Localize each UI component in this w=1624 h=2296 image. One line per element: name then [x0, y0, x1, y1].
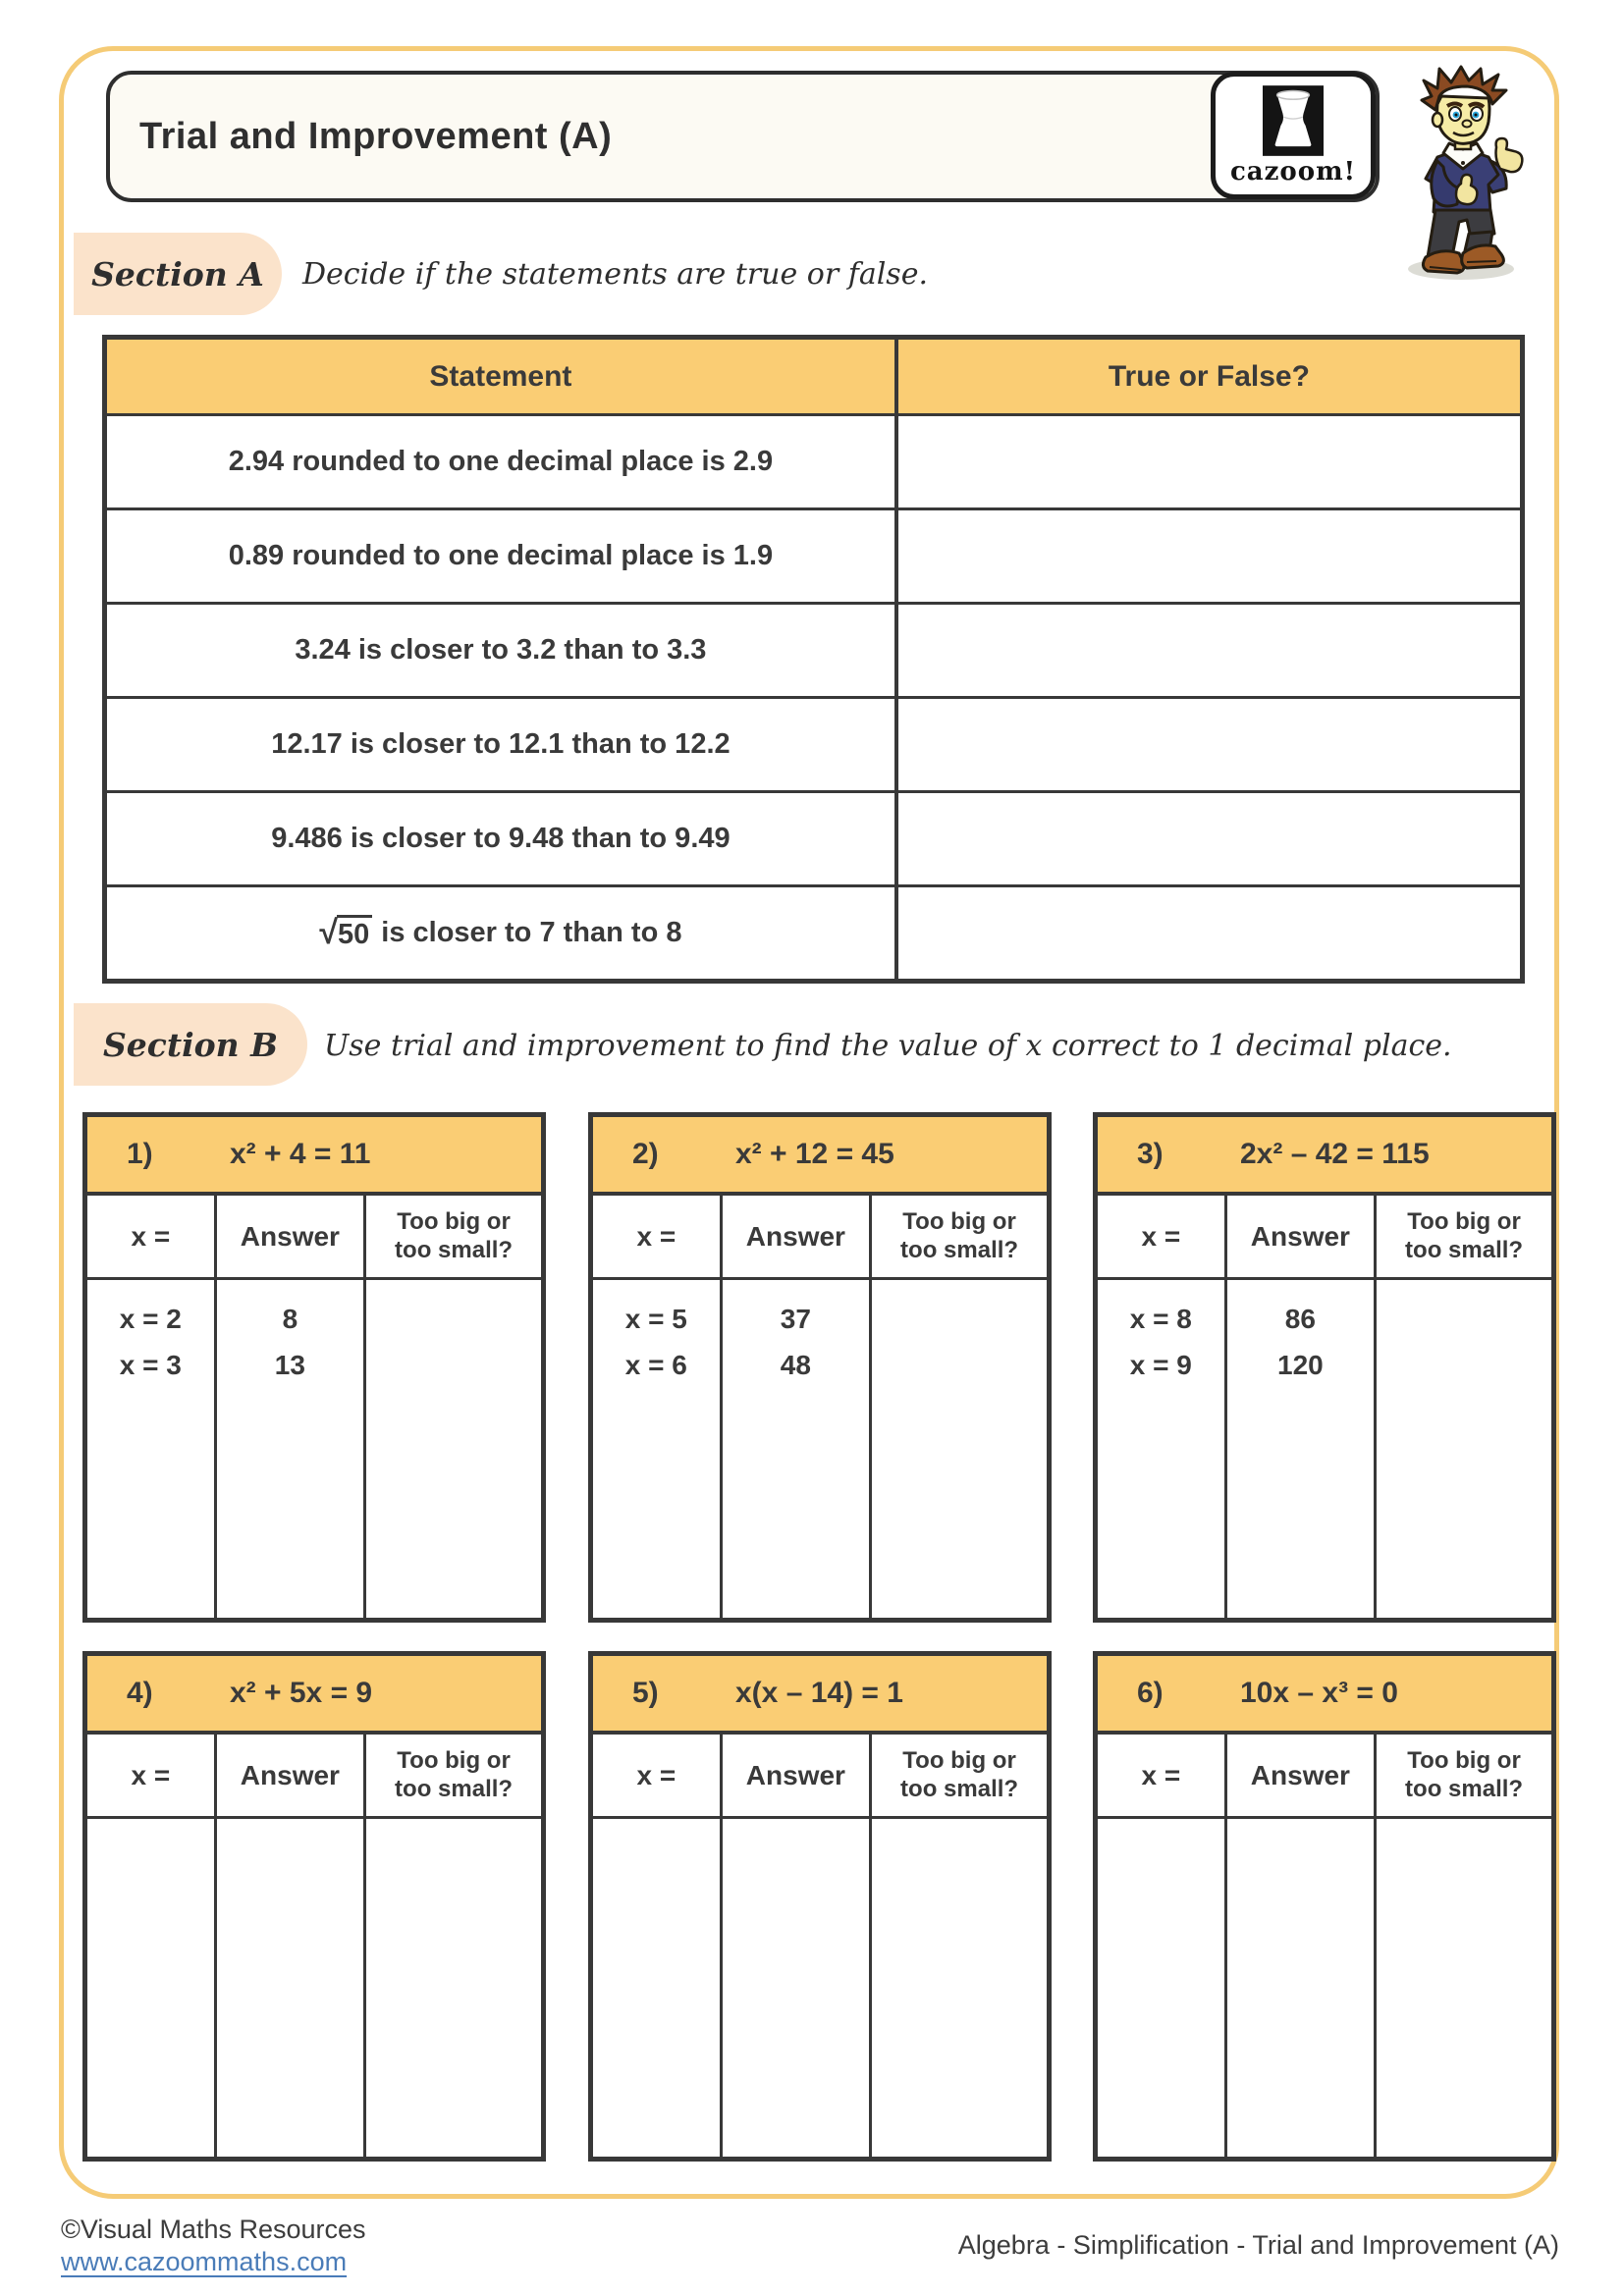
trial-x-cell: x = 5 x = 6: [593, 1280, 723, 1618]
trial-x-cell: x = 8 x = 9: [1098, 1280, 1227, 1618]
sqrt-icon: √: [319, 914, 339, 951]
statement-text: 2.94 rounded to one decimal place is 2.9: [107, 416, 898, 507]
problem-6-header: [1098, 1656, 1551, 1735]
trial-rows: [1098, 1280, 1551, 1618]
problem-table-4: [82, 1651, 546, 2162]
trial-answer-cell: 37 48: [723, 1280, 872, 1618]
trial-rows: [87, 1819, 541, 2157]
problem-equation: 10x – x³ = 0: [1240, 1677, 1398, 1709]
problem-equation: x(x – 14) = 1: [735, 1677, 903, 1709]
trial-answer-cell: [217, 1819, 366, 2157]
trial-verdict-cell: [1377, 1280, 1551, 1618]
problem-number: 1): [127, 1138, 153, 1170]
answer-column-header: Answer: [217, 1196, 366, 1277]
verdict-column-header: Too big or too small?: [900, 1747, 1019, 1802]
verdict-column-header: Too big or too small?: [395, 1747, 514, 1802]
trial-x-cell: x = 2 x = 3: [87, 1280, 217, 1618]
answer-column-header: Answer: [1227, 1735, 1377, 1816]
verdict-column-header: Too big or too small?: [1405, 1747, 1524, 1802]
answer-column-header: Answer: [723, 1735, 872, 1816]
true-false-answer-cell: [898, 887, 1520, 979]
verdict-column-header: Too big or too small?: [1405, 1208, 1524, 1263]
problem-equation: x² + 5x = 9: [230, 1677, 373, 1709]
statement-column-header: Statement: [107, 340, 898, 413]
problem-number: 3): [1137, 1138, 1164, 1170]
statement-row: [107, 790, 1520, 884]
statement-row: [107, 507, 1520, 602]
trial-x-cell: [87, 1819, 217, 2157]
statement-text: √ 50 is closer to 7 than to 8: [107, 887, 898, 979]
problem-table-1: [82, 1112, 546, 1623]
trial-column-headers: [593, 1196, 1047, 1280]
verdict-column-header: Too big or too small?: [395, 1208, 514, 1263]
statement-text: 0.89 rounded to one decimal place is 1.9: [107, 510, 898, 602]
trial-rows: [1098, 1819, 1551, 2157]
section-a-instruction: Decide if the statements are true or false.: [302, 257, 928, 292]
true-false-answer-cell: [898, 416, 1520, 507]
trial-column-headers: [593, 1735, 1047, 1819]
title-box: [106, 71, 1380, 202]
statements-table-header: [107, 340, 1520, 413]
problem-table-3: [1093, 1112, 1556, 1623]
statement-row: [107, 696, 1520, 790]
true-false-answer-cell: [898, 793, 1520, 884]
x-column-header: x =: [87, 1196, 217, 1277]
answer-column-header: Answer: [1227, 1196, 1377, 1277]
trial-x-cell: [1098, 1819, 1227, 2157]
problem-equation: 2x² – 42 = 115: [1240, 1138, 1430, 1170]
trial-verdict-cell: [872, 1819, 1047, 2157]
problem-1-header: [87, 1117, 541, 1196]
trial-verdict-cell: [366, 1280, 541, 1618]
trial-answer-cell: 8 13: [217, 1280, 366, 1618]
section-b-instruction: Use trial and improvement to find the value of x correct to 1 decimal place.: [324, 1029, 1452, 1063]
statements-table: [102, 335, 1525, 984]
x-column-header: x =: [1098, 1196, 1227, 1277]
statement-text: 3.24 is closer to 3.2 than to 3.3: [107, 605, 898, 696]
trial-column-headers: [1098, 1735, 1551, 1819]
answer-column-header: Answer: [217, 1735, 366, 1816]
true-false-answer-cell: [898, 510, 1520, 602]
drum-icon: [1263, 85, 1324, 156]
section-a-label: Section A: [74, 233, 282, 315]
x-column-header: x =: [87, 1735, 217, 1816]
statement-row: [107, 884, 1520, 979]
x-column-header: x =: [593, 1735, 723, 1816]
problem-number: 6): [1137, 1677, 1164, 1709]
statement-text: 12.17 is closer to 12.1 than to 12.2: [107, 699, 898, 790]
true-false-answer-cell: [898, 605, 1520, 696]
trial-rows: [87, 1280, 541, 1618]
answer-column-header: Answer: [723, 1196, 872, 1277]
trial-verdict-cell: [1377, 1819, 1551, 2157]
trial-answer-cell: 86 120: [1227, 1280, 1377, 1618]
statement-row: [107, 602, 1520, 696]
verdict-column-header: Too big or too small?: [900, 1208, 1019, 1263]
trial-column-headers: [1098, 1196, 1551, 1280]
statement-text: 9.486 is closer to 9.48 than to 9.49: [107, 793, 898, 884]
true-false-answer-cell: [898, 699, 1520, 790]
true-false-column-header: True or False?: [1108, 359, 1310, 393]
problem-equation: x² + 4 = 11: [230, 1138, 371, 1170]
problem-table-2: [588, 1112, 1052, 1623]
problem-number: 4): [127, 1677, 153, 1709]
problem-5-header: [593, 1656, 1047, 1735]
x-column-header: x =: [1098, 1735, 1227, 1816]
trial-column-headers: [87, 1196, 541, 1280]
problem-number: 2): [632, 1138, 659, 1170]
x-column-header: x =: [593, 1196, 723, 1277]
logo-text: cazoom!: [1229, 156, 1357, 187]
footer-topic: Algebra - Simplification - Trial and Improvement (A): [957, 2230, 1559, 2260]
problem-table-5: [588, 1651, 1052, 2162]
footer-credits: [61, 2214, 366, 2278]
footer-copyright: ©Visual Maths Resources: [61, 2215, 366, 2244]
trial-rows: [593, 1819, 1047, 2157]
problem-equation: x² + 12 = 45: [735, 1138, 894, 1170]
trial-answer-cell: [1227, 1819, 1377, 2157]
section-b-label: Section B: [74, 1003, 307, 1086]
cazoom-logo: [1211, 72, 1376, 199]
trial-answer-cell: [723, 1819, 872, 2157]
sqrt-radicand: 50: [337, 915, 372, 951]
trial-column-headers: [87, 1735, 541, 1819]
problem-number: 5): [632, 1677, 659, 1709]
trial-verdict-cell: [872, 1280, 1047, 1618]
trial-rows: [593, 1280, 1047, 1618]
trial-verdict-cell: [366, 1819, 541, 2157]
problem-2-header: [593, 1117, 1047, 1196]
page-title: Trial and Improvement (A): [139, 115, 613, 157]
trial-x-cell: [593, 1819, 723, 2157]
problem-table-6: [1093, 1651, 1556, 2162]
mascot-boy-illustration: [1402, 65, 1528, 285]
footer-website-link[interactable]: www.cazoommaths.com: [61, 2247, 348, 2276]
problem-3-header: [1098, 1117, 1551, 1196]
problem-4-header: [87, 1656, 541, 1735]
statement-row: [107, 413, 1520, 507]
